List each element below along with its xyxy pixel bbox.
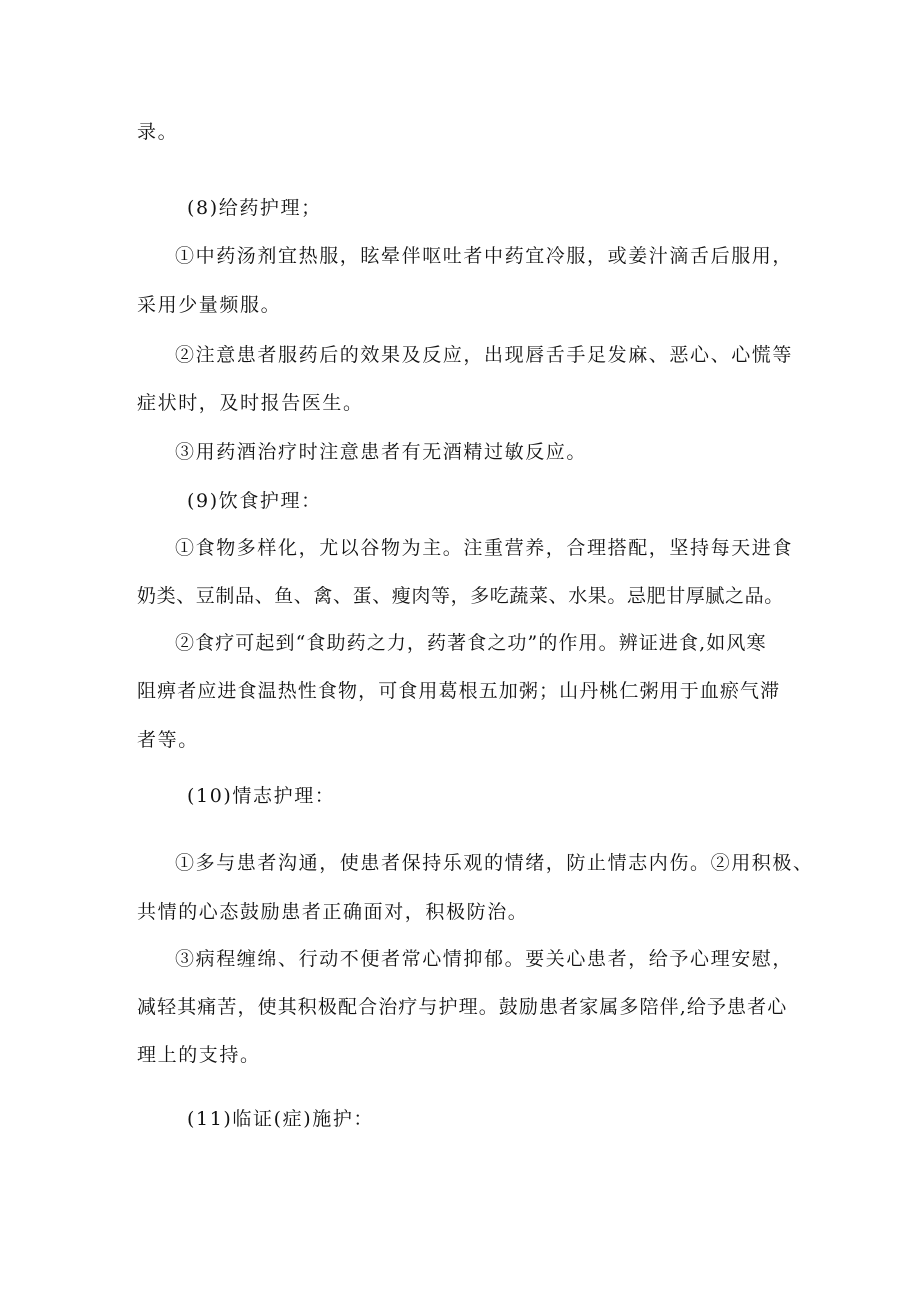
text-line: ②注意患者服药后的效果及反应，出现唇舌手足发麻、恶心、心慌等 <box>175 344 794 366</box>
text-line: 奶类、豆制品、鱼、禽、蛋、瘦肉等，多吃蔬菜、水果。忌肥甘厚腻之品。 <box>137 585 784 607</box>
text-line: 理上的支持。 <box>137 1044 261 1066</box>
text-line: 阻痹者应进食温热性食物，可食用葛根五加粥；山丹桃仁粥用于血瘀气滞 <box>137 680 781 702</box>
text-line: 者等。 <box>137 729 199 751</box>
text-line: 症状时，及时报告医生。 <box>137 392 364 414</box>
text-line: 录。 <box>137 121 179 143</box>
section-heading-symptom-care: (11)临证(症)施护： <box>187 1108 375 1130</box>
text-line: ①多与患者沟通，使患者保持乐观的情绪，防止情志内伤。②用积极、 <box>175 852 814 874</box>
text-line: 共情的心态鼓励患者正确面对，积极防治。 <box>137 901 529 923</box>
section-heading-emotion: (10)情志护理： <box>187 785 336 807</box>
section-heading-diet: (9)饮食护理： <box>187 490 322 512</box>
text-line: ②食疗可起到“食助药之力，药著食之功”的作用。辨证进食,如风寒 <box>175 632 767 654</box>
section-heading-medication: (8)给药护理； <box>187 197 322 219</box>
text-line: ③病程缠绵、行动不便者常心情抑郁。要关心患者，给予心理安慰， <box>175 948 794 970</box>
text-line: 采用少量频服。 <box>137 294 282 316</box>
text-line: ①中药汤剂宜热服，眩晕伴呕吐者中药宜冷服，或姜汁滴舌后服用， <box>175 245 794 267</box>
text-line: 减轻其痛苦，使其积极配合治疗与护理。鼓励患者家属多陪伴,给予患者心 <box>137 996 788 1018</box>
text-line: ①食物多样化，尤以谷物为主。注重营养，合理搭配，坚持每天进食 <box>175 537 794 559</box>
text-line: ③用药酒治疗时注意患者有无酒精过敏反应。 <box>175 441 588 463</box>
